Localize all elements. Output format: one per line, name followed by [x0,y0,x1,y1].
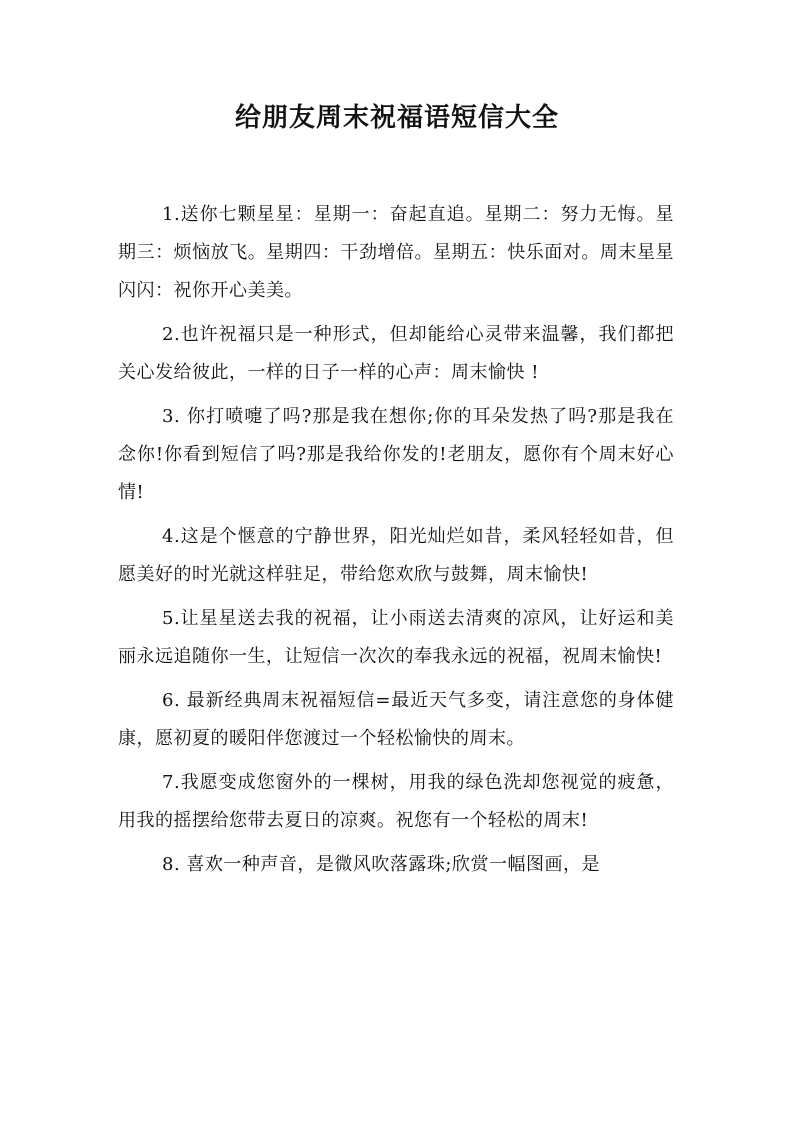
paragraph-4: 4.这是个惬意的宁静世界，阳光灿烂如昔，柔风轻轻如昔，但愿美好的时光就这样驻足，带给您欢欣与鼓舞，周末愉快! [118,526,674,585]
paragraph-8: 8. 喜欢一种声音，是微风吹落露珠;欣赏一幅图画，是 [162,854,600,875]
document-body [118,196,674,890]
paragraph-3: 3. 你打喷嚏了吗?那是我在想你;你的耳朵发热了吗?那是我在念你!你看到短信了吗?那是我给你发的!老朋友，愿你有个周末好心情! [118,406,674,503]
paragraph-7: 7.我愿变成您窗外的一棵树，用我的绿色洗却您视觉的疲惫，用我的摇摆给您带去夏日的凉爽。祝您有一个轻松的周末! [118,772,674,831]
paragraph-5: 5.让星星送去我的祝福，让小雨送去清爽的凉风，让好运和美丽永远追随你一生，让短信一次次的奉我永远的祝福，祝周末愉快! [118,608,674,667]
paragraph-6: 6. 最新经典周末祝福短信=最近天气多变，请注意您的身体健康，愿初夏的暖阳伴您渡过一个轻松愉快的周末。 [118,690,674,749]
paragraph-2: 2.也许祝福只是一种形式，但却能给心灵带来温馨，我们都把关心发给彼此，一样的日子一样的心声：周末愉快 ! [118,324,674,383]
paragraph-1: 1.送你七颗星星：星期一：奋起直追。星期二：努力无悔。星期三：烦恼放飞。星期四：干劲增倍。星期五：快乐面对。周末星星闪闪：祝你开心美美。 [118,204,674,301]
document-title: 给朋友周末祝福语短信大全 [234,103,559,133]
